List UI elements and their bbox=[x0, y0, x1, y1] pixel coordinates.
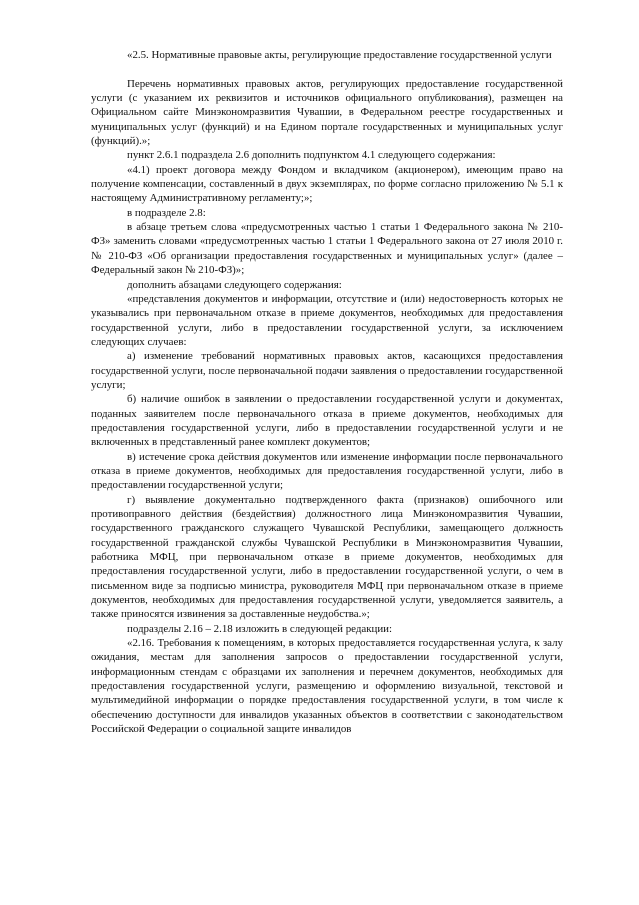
list-item-g: г) выявление документально подтвержденного факта (признаков) ошибочного или противоправного действия (бездействия) должностного лица Минэкономразвития Чувашии, государственного гражданского служащего Чувашской Республики, замещающего должность государственной гражданской службы Чувашской Республики в Минэкономразвития Чувашии, работника МФЦ, при первоначальном отказе в приеме документов, необходимых для предоставления государственной услуги, либо в предоставлении государственной услуги, о чем в письменном виде за подписью министра, руководителя МФЦ при первоначальном отказе в приеме документов, необходимых для предоставления государственной услуги, уведомляется заявитель, а также приносятся извинения за доставленные неудобства.»; bbox=[91, 493, 563, 621]
paragraph: Перечень нормативных правовых актов, регулирующих предоставление государственной услуги (с указанием их реквизитов и источников официального опубликования), размещен на Официальном сайте Минэкономразвития Чувашии, в Федеральном реестре государственных и муниципальных услуг (функций) и на Едином портале государственных и муниципальных услуг (функций).»; bbox=[91, 77, 563, 148]
list-item-a: а) изменение требований нормативных правовых актов, касающихся предоставления государственной услуги, после первоначальной подачи заявления о предоставлении государственной услуги; bbox=[91, 350, 563, 391]
list-item-b: б) наличие ошибок в заявлении о предоставлении государственной услуги и документах, поданных заявителем после первоначального отказа в приеме документов, необходимых для предоставления государственной услуги, либо в предоставлении государственной услуги и не включенных в представленный ранее комплект документов; bbox=[91, 393, 563, 449]
paragraph: пункт 2.6.1 подраздела 2.6 дополнить подпунктом 4.1 следующего содержания: bbox=[127, 149, 496, 162]
paragraph: дополнить абзацами следующего содержания: bbox=[127, 278, 342, 291]
paragraph: в абзаце третьем слова «предусмотренных частью 1 статьи 1 Федерального закона № 210-ФЗ» заменить словами «предусмотренных частью 1 статьи 1 Федерального закона от 27 июля 2010 г. № 210-ФЗ «Об организации предоставления государственных и муниципальных услуг» (далее – Федеральный закон № 210-ФЗ)»; bbox=[91, 221, 563, 277]
list-item-v: в) истечение срока действия документов или изменение информации после первоначального отказа в приеме документов, необходимых для предоставления государственной услуги, либо в предоставлении государственной услуги; bbox=[91, 450, 563, 492]
paragraph: подразделы 2.16 – 2.18 изложить в следующей редакции: bbox=[127, 622, 393, 635]
paragraph: «представления документов и информации, отсутствие и (или) недостоверность которых не указывались при первоначальном отказе в приеме документов, необходимых для предоставления государственной услуги, либо в предоставлении государственной услуги, за исключением следующих случаев: bbox=[91, 292, 563, 348]
section-heading-2-5: «2.5. Нормативные правовые акты, регулирующие предоставление государственной услуги bbox=[127, 49, 552, 61]
paragraph: в подразделе 2.8: bbox=[127, 206, 206, 219]
document-body bbox=[91, 48, 563, 737]
paragraph: «2.16. Требования к помещениям, в которых предоставляется государственная услуга, к залу ожидания, местам для заполнения запросов о предоставлении государственной услуги, информационным стендам с образцами их заполнения и перечнем документов, необходимых для предоставления государственной услуги, размещению и оформлению визуальной, текстовой и мультимедийной информации о порядке предоставления государственной услуги, в том числе к обеспечению доступности для инвалидов указанных объектов в соответствии с законодательством Российской Федерации о социальной защите инвалидов bbox=[91, 637, 563, 736]
paragraph: «4.1) проект договора между Фондом и вкладчиком (акционером), имеющим право на получение компенсации, составленный в двух экземплярах, по форме согласно приложению № 5.1 к настоящему Административному регламенту;»; bbox=[91, 163, 563, 205]
